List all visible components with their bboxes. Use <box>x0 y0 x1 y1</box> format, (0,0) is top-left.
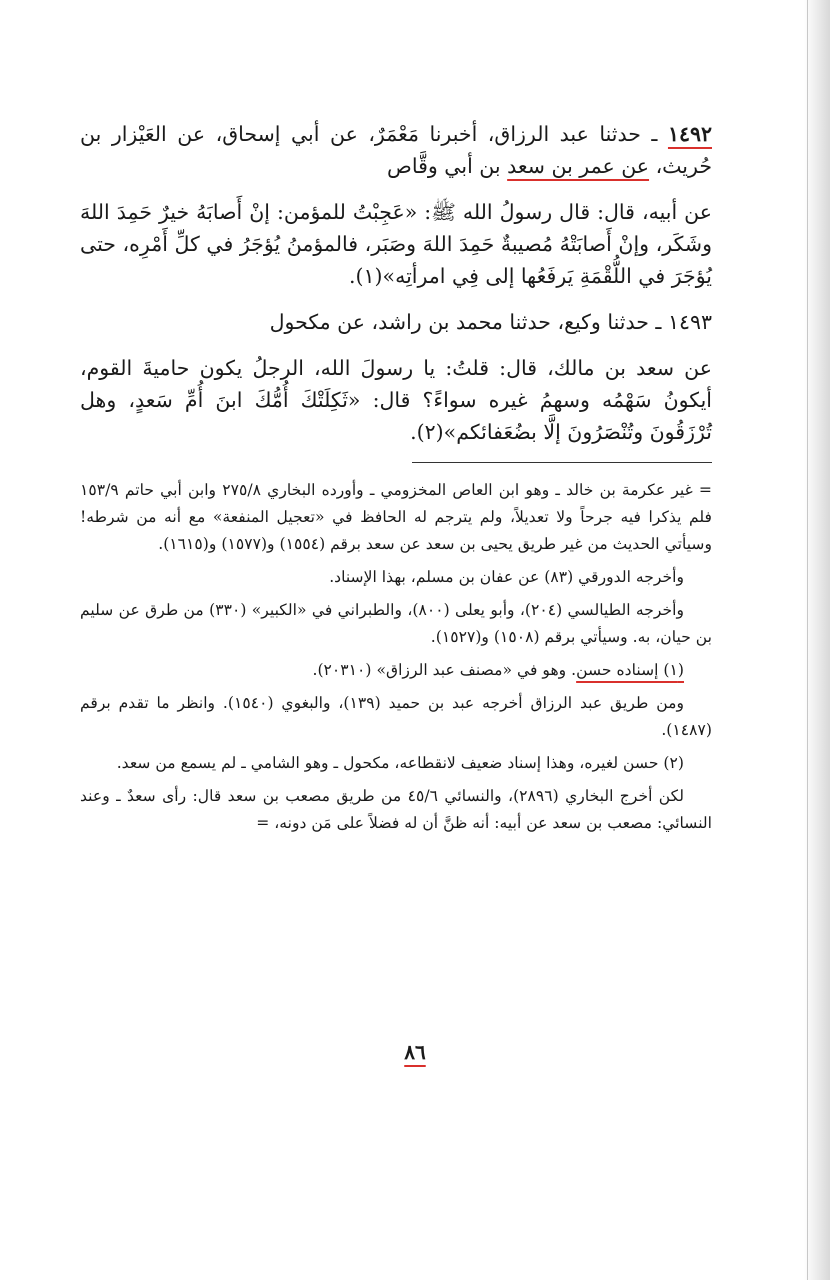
hadith-1492 <box>80 118 712 182</box>
hadith-1492-isnad-underlined: عن عمر بن سعد <box>507 154 650 178</box>
hadith-1493-body <box>80 352 712 448</box>
hadith-1493-isnad: ١٤٩٣ ـ حدثنا وكيع، حدثنا محمد بن راشد، عن مكحول <box>269 310 712 334</box>
page-number <box>0 1040 830 1064</box>
footnote-1-extra: ومن طريق عبد الرزاق أخرجه عبد بن حميد (١٣٩)، والبغوي (١٥٤٠). وانظر ما تقدم برقم (١٤٨٧). <box>80 694 712 739</box>
footnote-1 <box>80 657 712 684</box>
hadith-1492-matn: عن أبيه، قال: قال رسولُ الله ﷺ: «عَجِبْتُ للمؤمن: إنْ أَصابَهُ خيرٌ حَمِدَ اللهَ وشَكَر، وإنْ أَصابَتْهُ مُصيبةٌ حَمِدَ اللهَ وصَبَر، فالمؤمنُ يُؤجَرُ في كلِّ أَمْرِه، حتى يُؤجَرَ في اللُّقْمَةِ يَرفَعُها إلى فِي امرأتِه»(١). <box>80 200 712 288</box>
hadith-1492-isnad-a: ـ حدثنا عبد الرزاق، أخبرنا مَعْمَرٌ، عن أبي إسحاق، عن العَيْزار بن حُريث، <box>80 122 712 178</box>
footnote-tayalisi: وأخرجه الطيالسي (٢٠٤)، وأبو يعلى (٨٠٠)، والطبراني في «الكبير» (٣٣٠) من طرق عن سليم بن حيان، به. وسيأتي برقم (١٥٠٨) و(١٥٢٧). <box>80 601 712 646</box>
page-number-text: ٨٦ <box>404 1040 426 1064</box>
footnote-2-extra: لكن أخرج البخاري (٢٨٩٦)، والنسائي ٤٥/٦ من طريق مصعب بن سعد قال: رأى سعدٌ ـ وعند النسائي: مصعب بن سعد عن أبيه: أنه ظنَّ أن له فضلاً على مَن دونه، = <box>80 787 712 832</box>
footnote-1-rest: . وهو في «مصنف عبد الرزاق» (٢٠٣١٠). <box>312 661 577 679</box>
hadith-1492-isnad-b: بن أبي وقَّاص <box>387 154 508 178</box>
hadith-1492-body <box>80 196 712 292</box>
footnote-1-grade: (١) إسناده حسن <box>576 661 684 679</box>
hadith-1493 <box>80 306 712 338</box>
page-body <box>80 118 712 843</box>
footnote-durqi: وأخرجه الدورقي (٨٣) عن عفان بن مسلم، بهذا الإسناد. <box>329 568 684 586</box>
hadith-1492-number: ١٤٩٢ <box>667 122 712 146</box>
hadith-1493-matn: عن سعد بن مالك، قال: قلتُ: يا رسولَ الله، الرجلُ يكون حاميةَ القوم، أيكونُ سَهْمُه وسهمُ غيره سواءً؟ قال: «ثَكِلَتْكَ أُمُّكَ ابنَ أُمِّ سَعدٍ، وهل تُرْزَقُونَ وتُنْصَرُونَ إلَّا بضُعَفائكم»(٢). <box>80 356 712 444</box>
hadith-text <box>80 118 712 448</box>
page-edge-line <box>807 0 808 1280</box>
footnote-continuation: = غير عكرمة بن خالد ـ وهو ابن العاص المخزومي ـ وأورده البخاري ٢٧٥/٨ وابن أبي حاتم ١٥٣/٩ فلم يذكرا فيه جرحاً ولا تعديلاً، ولم يترجم له الحافظ في «تعجيل المنفعة» مع أنه من شرطه! وسيأتي الحديث من غير طريق يحيى بن سعد عن سعد برقم (١٥٥٤) و(١٥٧٧) و(١٦١٥). <box>80 481 713 553</box>
footnote-divider <box>412 462 712 463</box>
footnote-2: (٢) حسن لغيره، وهذا إسناد ضعيف لانقطاعه، مكحول ـ وهو الشامي ـ لم يسمع من سعد. <box>116 754 684 772</box>
hadith-1492-isnad <box>80 118 712 182</box>
footnotes <box>80 477 712 837</box>
